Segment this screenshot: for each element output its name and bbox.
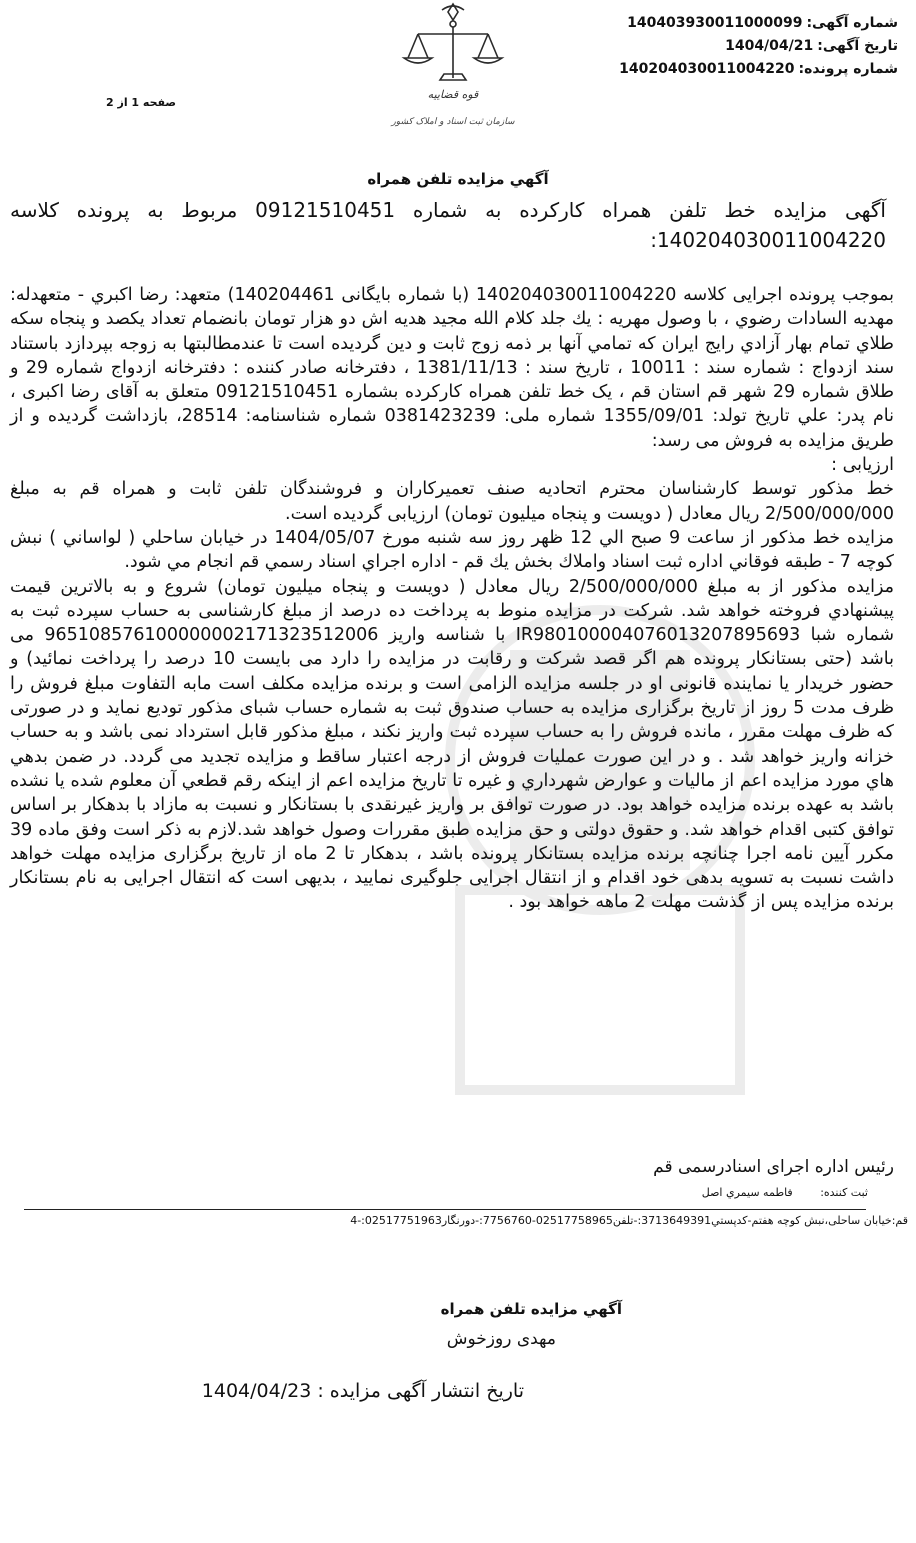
publish-date-value: 1404/04/23 [201, 1380, 312, 1402]
footer-title: آگهي مزايده تلفن همراه [440, 1300, 622, 1318]
body-paragraph-appraisal: خط مذکور توسط کارشناسان محترم اتحادیه صنف تعمیرکاران و فروشندگان تلفن ثابت و همراه قم به مبلغ 2/500/000/000 ریال معادل ( دویست و پنجاه میلیون تومان) ارزیابی گردیده است. [10, 479, 894, 524]
emblem-org: سازمان ثبت اسناد و املاک کشور [391, 117, 515, 127]
ad-number-label: شماره آگهی: [806, 15, 898, 31]
body-paragraph-auction-time: مزايده خط مذکور از ساعت 9 صبح الي 12 ظهر روز سه شنبه مورخ 1404/05/07 در خيابان ساحلي ( لواساني ) نبش كوچه 7 - طبقه فوقاني اداره ثبت اسناد واملاك بخش يك قم - اداره اجراي اسناد رسمي قم انجام مي شود. [10, 527, 895, 573]
divider-line [24, 1209, 866, 1210]
publish-date-label: تاریخ انتشار آگهی مزایده : [317, 1380, 524, 1402]
ad-date: 1404/04/21 [725, 38, 814, 54]
office-address: قم:خیابان ساحلی،نبش کوچه هفتم-کدپستي3713649391:-تلفن02517758965-7756760:-دورنگار02517751963:-4 [350, 1214, 908, 1227]
body-paragraph-seizure: بموجب پرونده اجرایی کلاسه 140204030011004220 (با شماره بایگانی 140204461) متعهد: رضا اكبري - متعهدله: مهديه السادات رضوي ، با وصول مهريه : يك جلد كلام الله مجيد هديه اش دو هزار تومان بانضمام تعداد يكصد و پنجاه سكه طلاي تمام بهار آزادي رايج ايران كه تمامي آنها بر ذمه زوج ثابت و دين گرديده است تا عندمطالبتها به زوجه بپردازد باستناد سند ازدواج : شماره سند : 10011 ، تاریخ سند : 1381/11/13 ، دفترخانه صادر کننده : دفترخانه ازدواج شماره 29 و طلاق شماره 29 شهر قم استان قم ، یک خط تلفن همراه کارکرده بشماره 09121510451 متعلق به آقای رضا اکبری ، نام پدر: علي تاريخ تولد: 1355/09/01 شماره ملی: 0381423239 شماره شناسنامه: 28514، بازداشت گردیده و از طریق مزایده به فروش می رسد: [10, 285, 895, 451]
notice-subheading: آگهی مزایده خط تلفن همراه کارکرده به شماره 09121510451 مربوط به پرونده کلاسه 140204030011004220: [10, 198, 886, 252]
emblem-text: قوه قضاییه [427, 88, 479, 101]
footer-name: مهدی روزخوش [446, 1329, 556, 1349]
case-number-label: شماره پرونده: [798, 61, 898, 77]
ad-number: 140403930011000099 [627, 15, 803, 31]
signatory-title: رئیس اداره اجرای اسنادرسمی قم [653, 1157, 894, 1177]
notice-body [10, 283, 894, 915]
registrar [702, 1186, 868, 1199]
notice-heading: آگهي مزايده تلفن همراه [367, 170, 549, 188]
body-paragraph-appraisal-label: ارزیابی : [831, 455, 894, 476]
page-indicator: صفحه 1 از 2 [106, 96, 177, 109]
publish-date [202, 1380, 524, 1402]
case-number: 140204030011004220 [619, 61, 795, 77]
case-number-row [568, 58, 898, 81]
registrar-name: فاطمه سيمري اصل [701, 1186, 793, 1199]
ad-date-label: تاریخ آگهی: [817, 38, 898, 54]
ad-date-row [568, 35, 898, 58]
registrar-label: ثبت کننده: [820, 1186, 868, 1199]
body-paragraph-auction-terms: مزایده مذکور از به مبلغ 2/500/000/000 ریال معادل ( دویست و پنجاه میلیون تومان) شروع و به بالاترين قيمت پيشنهادي فروخته خواهد شد. شرکت در مزایده منوط به پرداخت ده درصد از مبلغ کارشناسی به حساب سپرده ثبت به شماره شبا IR980100004076013207895693 با شناسه واریز 965108576100000002171323512006 می باشد (حتی بستانکار پرونده هم اگر قصد شرکت و رقابت در مزایده را دارد می بایست 10 درصد را پرداخت نمائید) و حضور خریدار یا نماینده قانونی او در جلسه مزایده الزامی است و برنده مزایده مکلف است مابه التفاوت مبلغ فروش را ظرف مدت 5 روز از تاریخ برگزاری مزایده به حساب صندوق ثبت به شماره حساب شبای مذکور تودیع نماید و در صورتی که ظرف مهلت مقرر ، مانده فروش را به حساب سپرده ثبت واریز نکند ، مبلغ مذکور قابل استرداد نمی باشد و به حساب خزانه واریز خواهد شد . و در این صورت عملیات فروش از درجه اعتبار ساقط و مزایده تجدید می گردد. در ضمن بدهي هاي مورد مزايده اعم از ماليات و عوارض شهرداري و غيره تا تاريخ مزايده اعم از اينكه رقم قطعي آن معلوم شده يا نشده باشد به عهده برنده مزايده خواهد بود. در صورت توافق بر واریز غیرنقدی با بستانکار و نسبت به مازاد با بدهکار بر اساس توافق کتبی اقدام خواهد شد. و حقوق دولتی و حق مزایده طبق مقررات وصول خواهد شد.لازم به ذکر است وفق ماده 39 مکرر آیین نامه اجرا چنانچه برنده مزایده بستانکار پرونده باشد ، بدهکار تا 2 ماه از تاریخ برگزاری مزایده مهلت خواهد داشت نسبت به تسویه بدهی خود اقدام و از انتقال اجرایی جلوگیری نمایید ، بدیهی است که انتقال اجرایی به نام بستانکار برنده مزایده پس از گذشت مهلت 2 ماهه خواهد بود . [10, 576, 895, 913]
ad-metadata [568, 12, 898, 81]
judiciary-emblem-icon [378, 0, 528, 135]
ad-number-row [568, 12, 898, 35]
